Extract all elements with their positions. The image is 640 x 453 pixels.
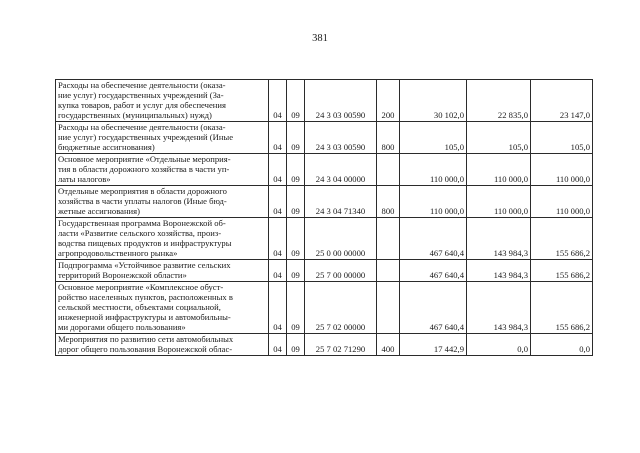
section-code-cell: 04 xyxy=(269,334,287,356)
item-name-line: купка товаров, работ и услуг для обеспечения xyxy=(58,100,226,110)
item-name-line: территорий Воронежской области» xyxy=(58,270,187,280)
item-name-line: ние услуг) государственных учреждений (За- xyxy=(58,90,224,100)
item-name-cell xyxy=(56,334,269,356)
item-name-line: сельской местности, объектами социальной, xyxy=(58,302,221,312)
amount-year1-cell: 467 640,4 xyxy=(400,218,467,260)
expense-type-cell: 800 xyxy=(377,122,400,154)
amount-year1-cell: 105,0 xyxy=(400,122,467,154)
item-name-line: ройство населенных пунктов, расположенных в xyxy=(58,292,233,302)
amount-year2-cell: 110 000,0 xyxy=(467,186,531,218)
item-name-line: ласти «Развитие сельского хозяйства, произ- xyxy=(58,228,222,238)
subsection-code-cell: 09 xyxy=(287,80,305,122)
table-row xyxy=(56,186,593,218)
item-name-line: Государственная программа Воронежской об- xyxy=(58,218,226,228)
item-name-cell xyxy=(56,154,269,186)
amount-year3-cell: 23 147,0 xyxy=(531,80,593,122)
item-name-line: тия в области дорожного хозяйства в части уп- xyxy=(58,164,230,174)
target-article-cell: 24 3 04 00000 xyxy=(305,154,377,186)
subsection-code-cell: 09 xyxy=(287,260,305,282)
subsection-code-cell: 09 xyxy=(287,154,305,186)
item-name-line: инженерной инфраструктуры и автомобильны- xyxy=(58,312,231,322)
subsection-code-cell: 09 xyxy=(287,122,305,154)
amount-year3-cell: 155 686,2 xyxy=(531,218,593,260)
table-row xyxy=(56,260,593,282)
section-code-cell: 04 xyxy=(269,122,287,154)
subsection-code-cell: 09 xyxy=(287,334,305,356)
amount-year3-cell: 155 686,2 xyxy=(531,260,593,282)
item-name-line: бюджетные ассигнования) xyxy=(58,142,155,152)
table-row xyxy=(56,80,593,122)
table-row xyxy=(56,154,593,186)
section-code-cell: 04 xyxy=(269,154,287,186)
item-name-line: ние услуг) государственных учреждений (Иные xyxy=(58,132,234,142)
amount-year3-cell: 110 000,0 xyxy=(531,154,593,186)
amount-year2-cell: 143 984,3 xyxy=(467,260,531,282)
amount-year1-cell: 467 640,4 xyxy=(400,282,467,334)
item-name-cell xyxy=(56,186,269,218)
item-name-line: дорог общего пользования Воронежской облас- xyxy=(58,344,233,354)
section-code-cell: 04 xyxy=(269,80,287,122)
amount-year1-cell: 110 000,0 xyxy=(400,186,467,218)
expense-type-cell xyxy=(377,282,400,334)
item-name-line: ми дорогами общего пользования» xyxy=(58,322,186,332)
amount-year2-cell: 143 984,3 xyxy=(467,218,531,260)
item-name-line: хозяйства в части уплаты налогов (Иные бюд- xyxy=(58,196,227,206)
item-name-cell xyxy=(56,218,269,260)
target-article-cell: 25 7 02 71290 xyxy=(305,334,377,356)
section-code-cell: 04 xyxy=(269,282,287,334)
item-name-line: Мероприятия по развитию сети автомобильных xyxy=(58,334,234,344)
table-row xyxy=(56,334,593,356)
subsection-code-cell: 09 xyxy=(287,282,305,334)
amount-year3-cell: 155 686,2 xyxy=(531,282,593,334)
target-article-cell: 25 0 00 00000 xyxy=(305,218,377,260)
item-name-line: латы налогов» xyxy=(58,174,111,184)
expense-type-cell xyxy=(377,260,400,282)
item-name-cell xyxy=(56,122,269,154)
amount-year3-cell: 0,0 xyxy=(531,334,593,356)
item-name-line: водства пищевых продуктов и инфраструктуры xyxy=(58,238,232,248)
target-article-cell: 25 7 00 00000 xyxy=(305,260,377,282)
subsection-code-cell: 09 xyxy=(287,218,305,260)
item-name-line: государственных (муниципальных) нужд) xyxy=(58,110,212,120)
table-row xyxy=(56,122,593,154)
item-name-cell xyxy=(56,260,269,282)
amount-year2-cell: 0,0 xyxy=(467,334,531,356)
item-name-line: жетные ассигнования) xyxy=(58,206,140,216)
item-name-line: Основное мероприятие «Отдельные мероприя- xyxy=(58,154,231,164)
item-name-cell xyxy=(56,80,269,122)
amount-year2-cell: 105,0 xyxy=(467,122,531,154)
expense-type-cell: 400 xyxy=(377,334,400,356)
item-name-line: Подпрограмма «Устойчивое развитие сельских xyxy=(58,260,231,270)
amount-year1-cell: 17 442,9 xyxy=(400,334,467,356)
item-name-line: Основное мероприятие «Комплексное обуст- xyxy=(58,282,224,292)
section-code-cell: 04 xyxy=(269,260,287,282)
section-code-cell: 04 xyxy=(269,218,287,260)
amount-year3-cell: 110 000,0 xyxy=(531,186,593,218)
amount-year1-cell: 30 102,0 xyxy=(400,80,467,122)
item-name-cell xyxy=(56,282,269,334)
expense-type-cell xyxy=(377,154,400,186)
target-article-cell: 24 3 03 00590 xyxy=(305,80,377,122)
item-name-line: Расходы на обеспечение деятельности (оказа- xyxy=(58,122,226,132)
amount-year1-cell: 110 000,0 xyxy=(400,154,467,186)
page-number: 381 xyxy=(312,33,328,44)
table-row xyxy=(56,282,593,334)
target-article-cell: 24 3 04 71340 xyxy=(305,186,377,218)
item-name-line: агропродовольственного рынка» xyxy=(58,248,178,258)
expense-type-cell: 200 xyxy=(377,80,400,122)
amount-year2-cell: 110 000,0 xyxy=(467,154,531,186)
amount-year1-cell: 467 640,4 xyxy=(400,260,467,282)
amount-year3-cell: 105,0 xyxy=(531,122,593,154)
table-row xyxy=(56,218,593,260)
expense-type-cell xyxy=(377,218,400,260)
target-article-cell: 25 7 02 00000 xyxy=(305,282,377,334)
amount-year2-cell: 143 984,3 xyxy=(467,282,531,334)
subsection-code-cell: 09 xyxy=(287,186,305,218)
budget-table xyxy=(55,79,593,356)
expense-type-cell: 800 xyxy=(377,186,400,218)
amount-year2-cell: 22 835,0 xyxy=(467,80,531,122)
item-name-line: Отдельные мероприятия в области дорожного xyxy=(58,186,227,196)
item-name-line: Расходы на обеспечение деятельности (оказа- xyxy=(58,80,226,90)
target-article-cell: 24 3 03 00590 xyxy=(305,122,377,154)
section-code-cell: 04 xyxy=(269,186,287,218)
